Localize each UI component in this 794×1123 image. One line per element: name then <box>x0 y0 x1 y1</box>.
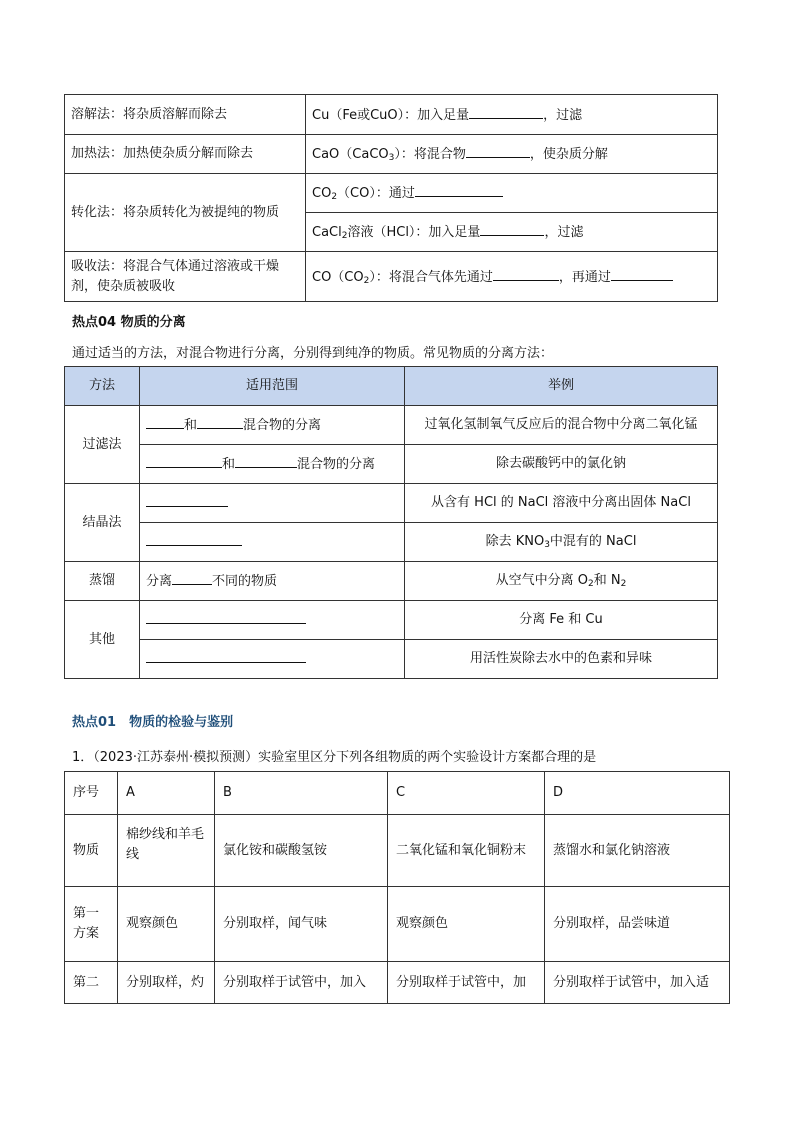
question-options-table <box>64 771 730 1004</box>
scope-crystal-1 <box>140 484 405 523</box>
header-d: D <box>545 772 730 815</box>
intro-text: 通过适当的方法，对混合物进行分离，分别得到纯净的物质。常见物质的分离方法： <box>72 346 554 361</box>
material-b: 氯化铵和碳酸氢铵 <box>215 815 388 887</box>
plan1-b: 分别取样，闻气味 <box>215 887 388 962</box>
scope-distillation: 分离 不同的物质 <box>140 562 405 601</box>
method-heat: 加热法：加热使杂质分解而除去 <box>65 135 306 174</box>
row-label-material: 物质 <box>65 815 118 887</box>
example-absorb: $CO(CO_2)$：将混合气体先通过 ，再通过 <box>306 252 718 302</box>
plan1-a: 观察颜色 <box>118 887 215 962</box>
separation-methods-table <box>64 366 718 679</box>
example-filtration-2: 除去碳酸钙中的氯化钠 <box>405 445 718 484</box>
removal-methods-table <box>64 94 718 302</box>
row-label-plan2: 第二 <box>65 962 118 1004</box>
blank[interactable] <box>146 648 306 663</box>
example-filtration-1: 过氧化氢制氧气反应后的混合物中分离二氧化锰 <box>405 406 718 445</box>
example-dissolve: Cu（Fe或CuO）：加入足量 ，过滤 <box>306 95 718 135</box>
material-c: 二氧化锰和氧化铜粉末 <box>388 815 545 887</box>
scope-other-2 <box>140 640 405 679</box>
method-convert: 转化法：将杂质转化为被提纯的物质 <box>65 174 306 252</box>
header-a: A <box>118 772 215 815</box>
blank[interactable] <box>146 609 306 624</box>
section-heading-04: 热点04 物质的分离 <box>72 315 186 330</box>
scope-filtration-1: 和 混合物的分离 <box>140 406 405 445</box>
example-convert-cacl2: CaCl$_2$溶液（HCl）：加入足量 ，过滤 <box>306 213 718 252</box>
blank[interactable] <box>235 453 297 468</box>
plan2-d: 分别取样于试管中，加入适 <box>545 962 730 1004</box>
blank[interactable] <box>466 143 530 158</box>
blank[interactable] <box>480 221 544 236</box>
scope-other-1 <box>140 601 405 640</box>
plan1-d: 分别取样，品尝味道 <box>545 887 730 962</box>
plan2-b: 分别取样于试管中，加入 <box>215 962 388 1004</box>
method-other: 其他 <box>65 601 140 679</box>
row-label-plan1: 第一方案 <box>65 887 118 962</box>
blank[interactable] <box>611 266 673 281</box>
scope-filtration-2: 和 混合物的分离 <box>140 445 405 484</box>
example-convert-co2: $CO_2(CO)$：通过 <box>306 174 718 213</box>
question-1: 1．（2023·江苏泰州·模拟预测）实验室里区分下列各组物质的两个实验设计方案都合理的是 <box>72 750 597 765</box>
header-method: 方法 <box>65 367 140 406</box>
plan1-c: 观察颜色 <box>388 887 545 962</box>
blank[interactable] <box>197 414 243 429</box>
header-b: B <box>215 772 388 815</box>
example-other-1: 分离 Fe 和 Cu <box>405 601 718 640</box>
method-crystallization: 结晶法 <box>65 484 140 562</box>
header-c: C <box>388 772 545 815</box>
method-filtration: 过滤法 <box>65 406 140 484</box>
method-dissolve: 溶解法：将杂质溶解而除去 <box>65 95 306 135</box>
example-other-2: 用活性炭除去水中的色素和异味 <box>405 640 718 679</box>
plan2-c: 分别取样于试管中，加 <box>388 962 545 1004</box>
header-scope: 适用范围 <box>140 367 405 406</box>
example-crystal-1: 从含有 HCl 的 NaCl 溶液中分离出固体 NaCl <box>405 484 718 523</box>
material-d: 蒸馏水和氯化钠溶液 <box>545 815 730 887</box>
header-example: 举例 <box>405 367 718 406</box>
section-heading-01: 热点01 物质的检验与鉴别 <box>72 715 234 730</box>
example-crystal-2: 除去 $KNO_3$中混有的 NaCl <box>405 523 718 562</box>
scope-crystal-2 <box>140 523 405 562</box>
example-distillation: 从空气中分离 $O_2$和 $N_2$ <box>405 562 718 601</box>
header-index: 序号 <box>65 772 118 815</box>
blank[interactable] <box>172 570 212 585</box>
blank[interactable] <box>146 531 242 546</box>
blank[interactable] <box>493 266 559 281</box>
blank[interactable] <box>146 414 184 429</box>
method-absorb: 吸收法：将混合气体通过溶液或干燥剂，使杂质被吸收 <box>65 252 306 302</box>
blank[interactable] <box>415 182 503 197</box>
method-distillation: 蒸馏 <box>65 562 140 601</box>
blank[interactable] <box>146 453 222 468</box>
material-a: 棉纱线和羊毛线 <box>118 815 215 887</box>
plan2-a: 分别取样，灼 <box>118 962 215 1004</box>
blank[interactable] <box>146 492 228 507</box>
blank[interactable] <box>469 104 543 119</box>
example-heat: CaO（CaCO$_3$）：将混合物 ，使杂质分解 <box>306 135 718 174</box>
